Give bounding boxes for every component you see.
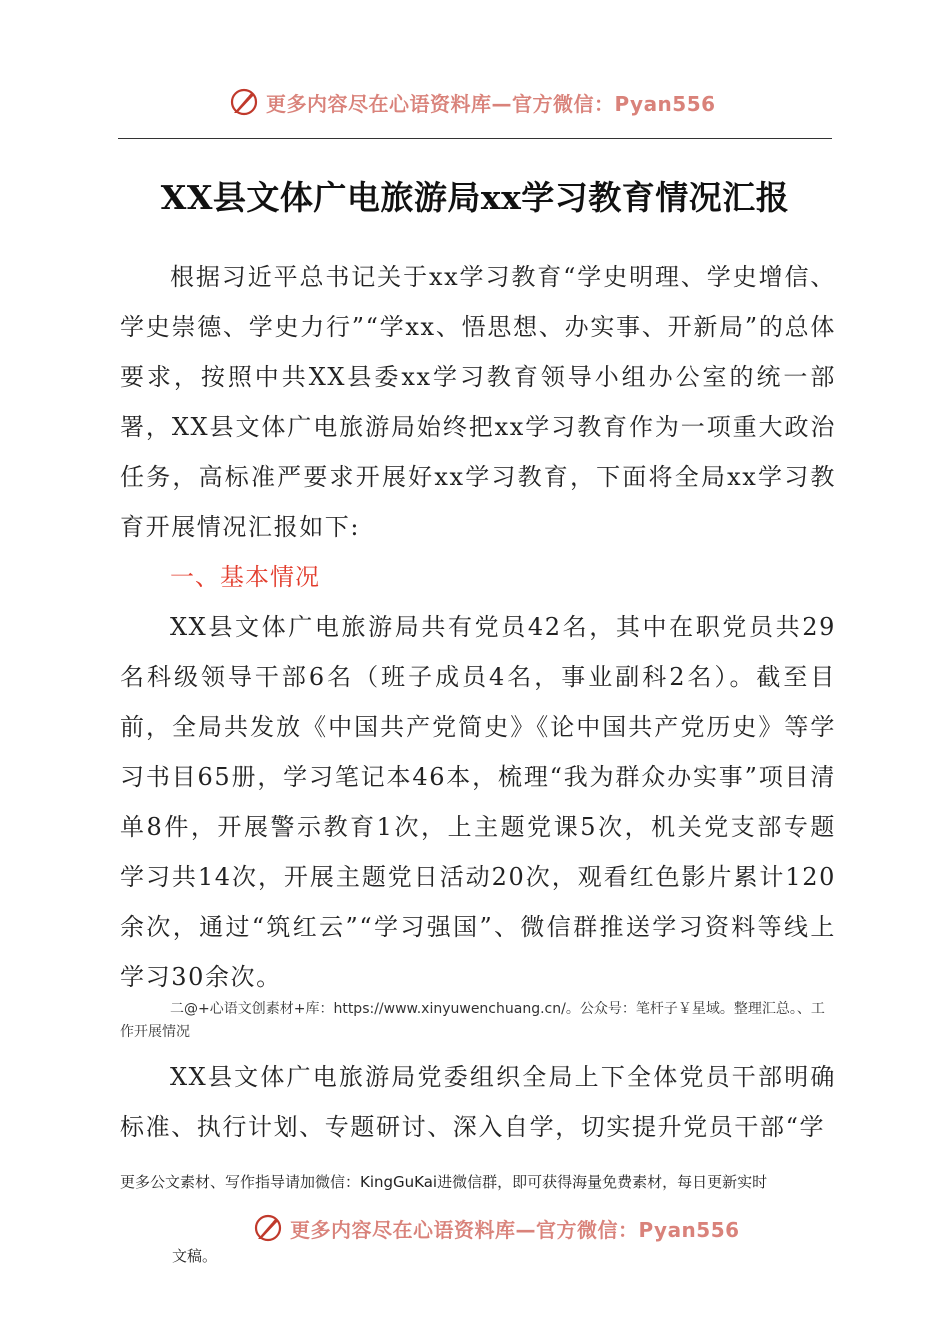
intro-paragraph: 根据习近平总书记关于xx学习教育“学史明理、学史增信、学史崇德、学史力行”“学xx、悟思想、办实事、开新局”的总体要求，按照中共XX县委xx学习教育领导小组办公室的统一部署，XX县文体广电旅游局始终把xx学习教育作为一项重大政治任务，高标准严要求开展好xx学习教育，下面将全局xx学习教育开展情况汇报如下: — [120, 263, 836, 541]
quill-logo-icon — [228, 86, 260, 118]
work-paragraph: XX县文体广电旅游局党委组织全局上下全体党员干部明确标准、执行计划、专题研讨、深入自学，切实提升党员干部“学 — [120, 1063, 836, 1141]
header-divider — [118, 138, 832, 139]
basic-situation-paragraph: XX县文体广电旅游局共有党员42名，其中在职党员共29名科级领导干部6名（班子成员4名，事业副科2名）。截至目前，全局共发放《中国共产党简史》《论中国共产党历史》等学习书目65册，学习笔记本46本，梳理“我为群众办实事”项目清单8件，开展警示教育1次，上主题党课5次，机关党支部专题学习共14次，开展主题党日活动20次，观看红色影片累计120余次，通过“筑红云”“学习强国”、微信群推送学习资料等线上学习30余次。 — [120, 613, 836, 991]
document-title: XX县文体广电旅游局xx学习教育情况汇报 — [160, 178, 790, 217]
footer-watermark — [252, 1208, 740, 1248]
watermark-text: 更多内容尽在心语资料库—官方微信：Pyan556 — [266, 91, 716, 116]
section-heading-basic: 一、基本情况 — [170, 563, 320, 591]
quill-logo-icon — [252, 1212, 284, 1244]
watermark-text: 更多内容尽在心语资料库—官方微信：Pyan556 — [290, 1217, 740, 1242]
promo-tail: 文稿。 — [172, 1247, 218, 1265]
promo-line: 更多公文素材、写作指导请加微信：KingGuKai进微信群，即可获得海量免费素材，每日更新实时 — [120, 1173, 768, 1191]
header-watermark — [228, 82, 716, 122]
inserted-note: 二@+心语文创素材+库：https://www.xinyuwenchuang.cn/。公众号：笔杆子￥星域。整理汇总。、工作开展情况 — [120, 1001, 825, 1040]
